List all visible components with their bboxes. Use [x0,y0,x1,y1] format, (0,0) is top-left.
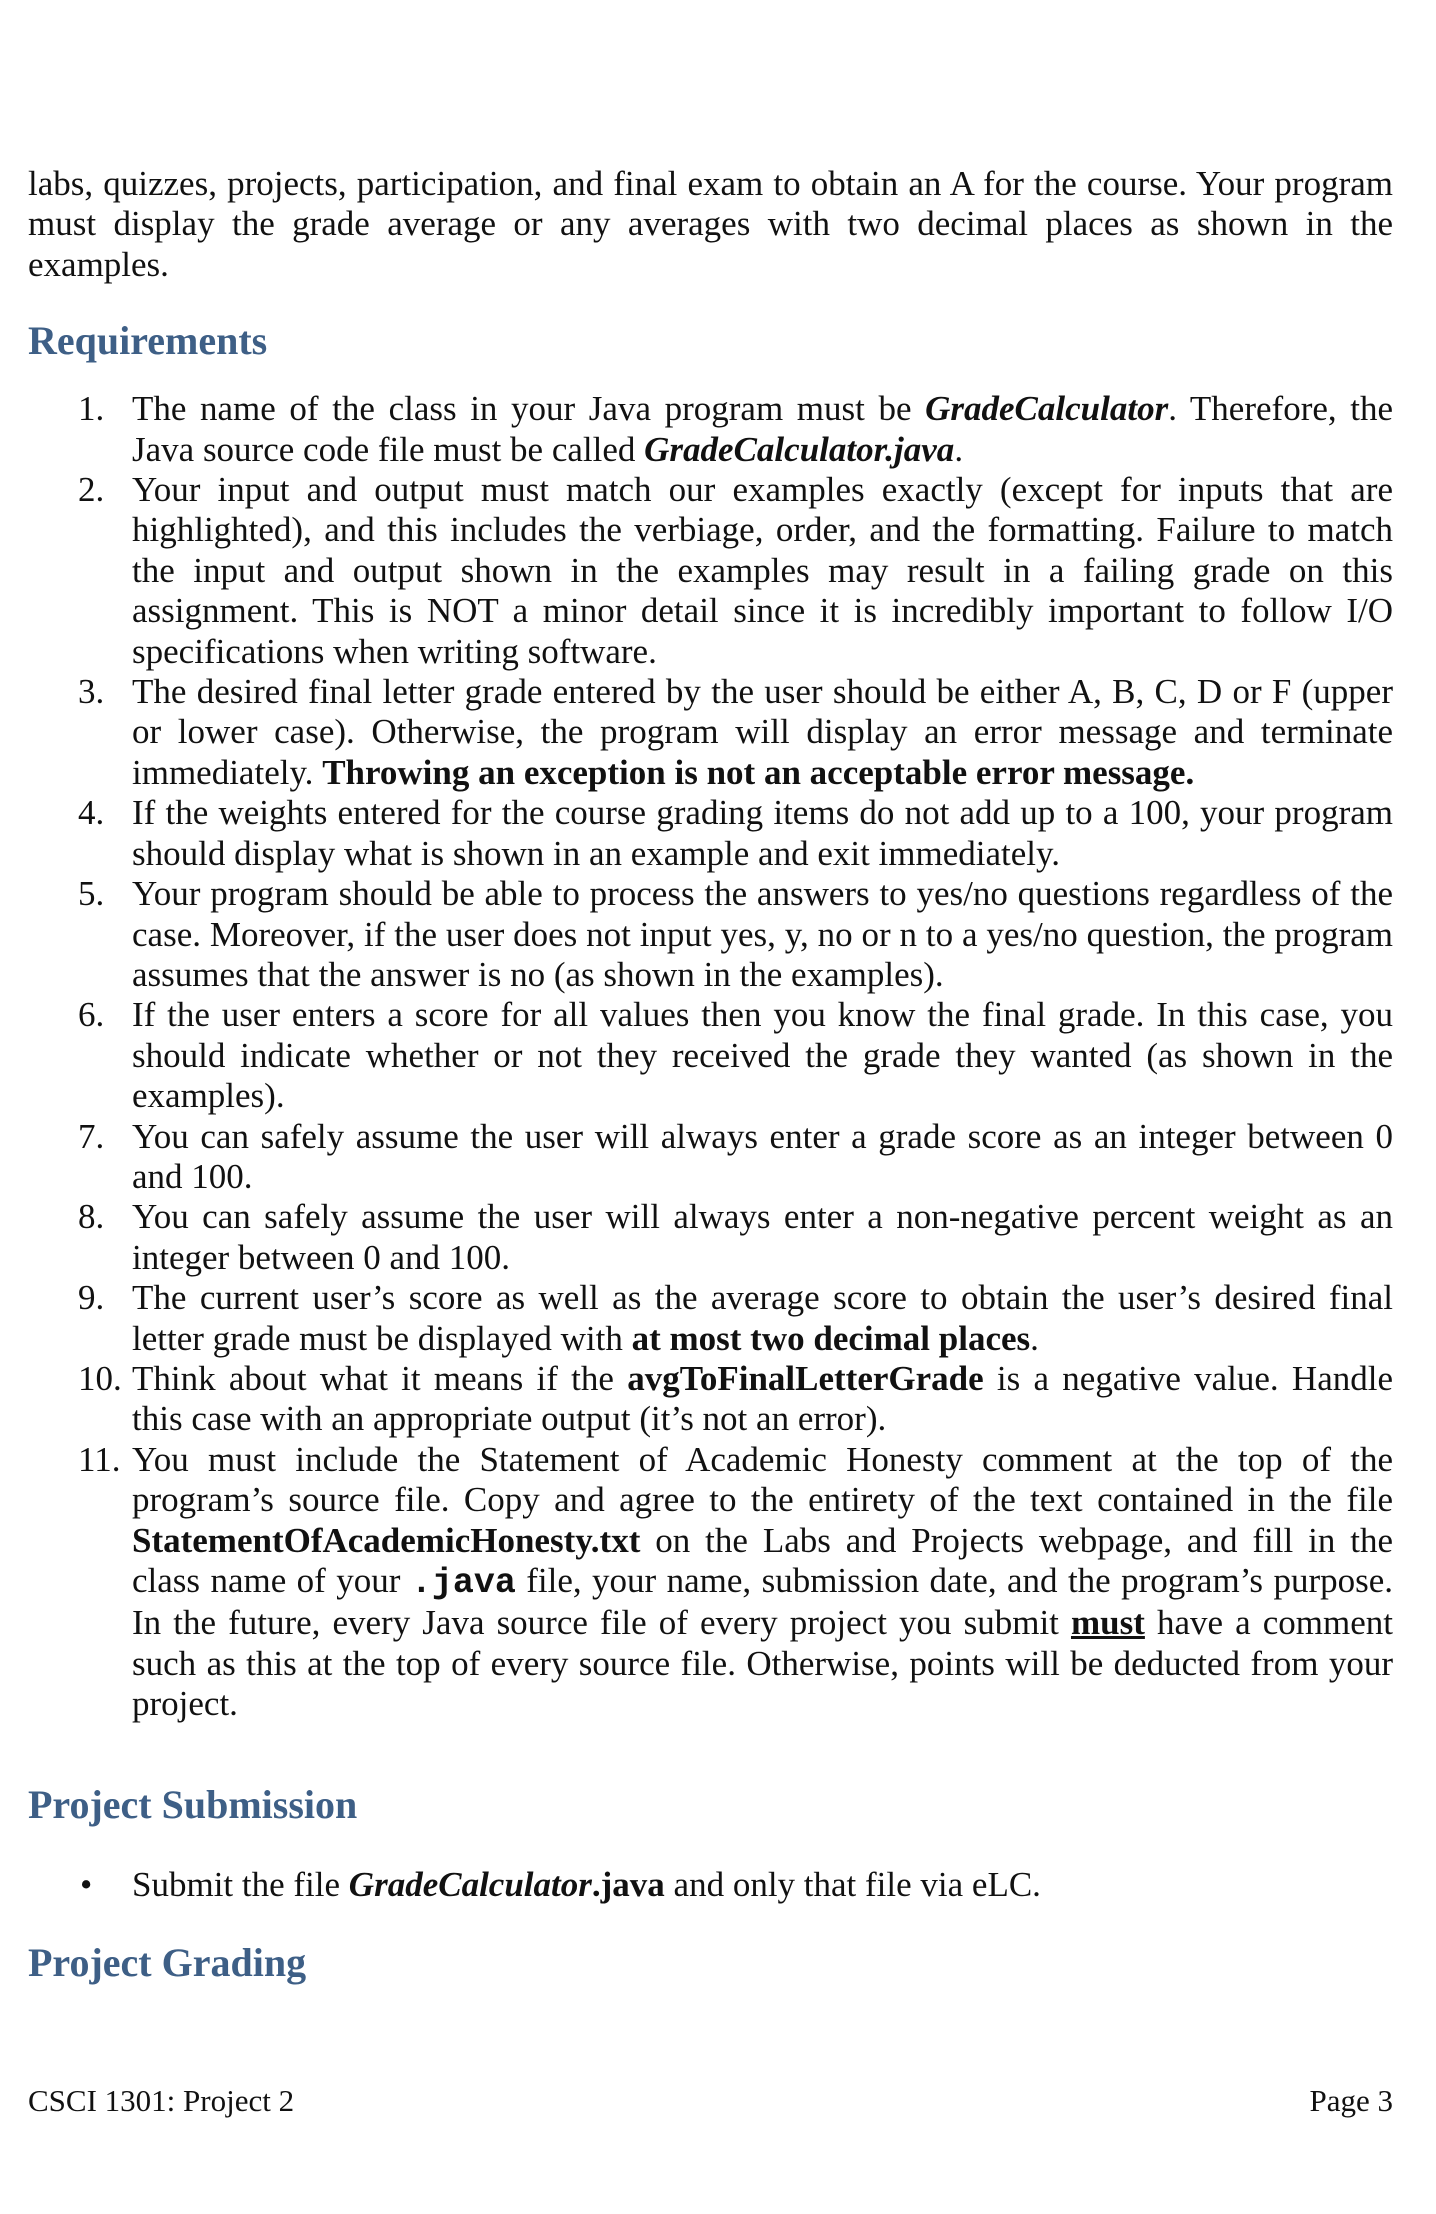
requirement-number: 4. [78,793,105,833]
variable-name-emphasis: avgToFinalLetterGrade [627,1358,984,1398]
class-name-emphasis: GradeCalculator [925,389,1169,429]
page-footer [28,2082,1393,2120]
requirement-text: . Therefore, the Java source code file must be called [132,389,1394,469]
requirement-number: 2. [78,470,105,510]
requirement-item-10 [28,1359,1393,1440]
java-extension: .java [410,1563,516,1603]
requirement-item-2 [28,470,1393,672]
project-grading-heading: Project Grading [28,1940,307,1986]
requirement-item-5 [28,874,1393,995]
requirement-text: You must include the Statement of Academic Honesty comment at the top of the program’s source file. Copy and agree to the entirety of the text contained in the file [132,1439,1393,1520]
requirement-text: If the weights entered for the course grading items do not add up to a 100, your program should display what is shown in an example and exit immediately. [132,793,1393,873]
requirement-item-1 [28,389,1393,470]
footer-page-number: Page 3 [1309,2083,1393,2118]
requirement-number: 8. [78,1197,105,1237]
requirement-text: have a comment such as this at the top of every source file. Otherwise, points will be deducted from your project. [132,1603,1393,1724]
requirement-text: file, your name, submission date, and the program’s purpose. In the future, every Java source file of every project you submit [132,1561,1394,1643]
requirement-item-7 [28,1117,1393,1198]
requirement-text: Your program should be able to process the answers to yes/no questions regardless of the case. Moreover, if the user does not input yes, y, no or n to a yes/no question, the program assumes that the answer is no (as shown in the examples). [132,874,1393,994]
honesty-file-name: StatementOfAcademicHonesty.txt [132,1520,641,1560]
document-page [28,164,1393,1987]
requirement-item-3 [28,672,1393,793]
extension-emphasis: .java [591,1864,665,1904]
requirement-text: on the Labs and Projects webpage, and fill in the class name of your [132,1520,1393,1600]
file-name-emphasis: GradeCalculator.java [644,429,955,469]
requirement-number: 1. [78,389,105,429]
submission-text: and only that file via eLC. [664,1864,1041,1904]
intro-paragraph: labs, quizzes, projects, participation, and final exam to obtain an A for the course. Your program must display the grade average or any averages with two decimal places as shown in the examples. [28,164,1393,284]
class-file-emphasis: GradeCalculator [348,1864,592,1904]
requirement-number: 6. [78,995,105,1035]
must-emphasis: must [1070,1603,1145,1643]
requirement-number: 3. [78,672,105,712]
requirements-heading: Requirements [28,318,268,364]
requirement-text: You can safely assume the user will always enter a non-negative percent weight as an integer between 0 and 100. [132,1197,1393,1277]
requirement-text: Think about what it means if the [132,1358,628,1398]
decimal-places-emphasis: at most two decimal places [631,1318,1031,1358]
requirement-item-11 [28,1440,1393,1725]
project-submission-heading: Project Submission [28,1781,358,1827]
requirement-number: 5. [78,874,105,914]
submission-item [28,1865,1393,1905]
requirement-text: The current user’s score as well as the average score to obtain the user’s desired final letter grade must be displayed with [132,1278,1393,1358]
requirement-number: 11. [78,1439,121,1479]
requirement-item-4 [28,793,1393,874]
requirement-number: 10. [78,1358,122,1398]
requirement-text: Your input and output must match our examples exactly (except for inputs that are highlighted), and this includes the verbiage, order, and the formatting. Failure to match the input and output shown in the examples may result in a failing grade on this assignment. This is NOT a minor detail since it is incredibly important to follow I/O specifications when writing software. [132,470,1393,671]
requirement-item-9 [28,1278,1393,1359]
requirement-text: If the user enters a score for all values then you know the final grade. In this case, you should indicate whether or not they received the grade they wanted (as shown in the examples). [132,995,1393,1116]
requirement-text: is a negative value. Handle this case with an appropriate output (it’s not an error). [132,1358,1393,1439]
exception-warning: Throwing an exception is not an acceptable error message. [322,752,1195,792]
bullet-icon: • [80,1864,93,1904]
submission-text: Submit the file [132,1864,349,1904]
requirement-number: 7. [78,1116,105,1156]
requirement-text: The name of the class in your Java program must be [132,389,926,429]
requirements-list [28,389,1393,1724]
footer-course-label: CSCI 1301: Project 2 [28,2083,295,2118]
requirement-number: 9. [78,1278,105,1318]
requirement-item-8 [28,1197,1393,1278]
requirement-item-6 [28,995,1393,1116]
requirement-text: . [954,429,964,469]
requirement-text: You can safely assume the user will always enter a grade score as an integer between 0 and 100. [132,1116,1393,1196]
requirement-text: The desired final letter grade entered by the user should be either A, B, C, D or F (upper or lower case). Otherwise, the program will display an error message and terminate immediately. [132,672,1393,792]
requirement-text: . [1030,1318,1039,1358]
